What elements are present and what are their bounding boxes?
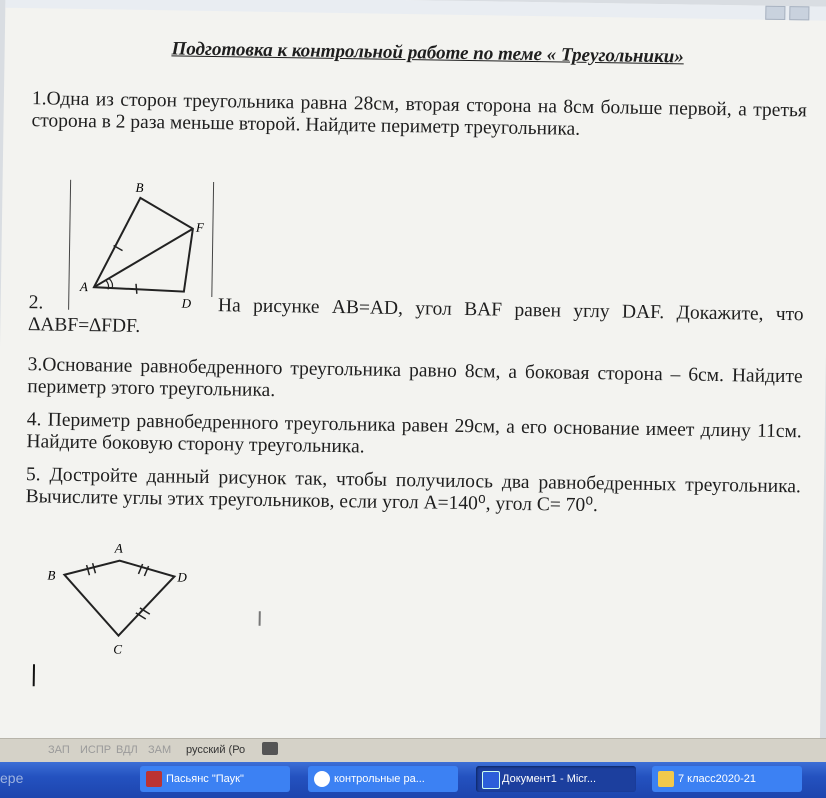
taskbar-item-word-document[interactable]: Документ1 - Micr... bbox=[476, 766, 636, 792]
toolbar-button[interactable] bbox=[765, 6, 785, 20]
label-d: D bbox=[181, 295, 192, 311]
label-b: B bbox=[47, 567, 56, 583]
windows-taskbar bbox=[0, 762, 826, 798]
tick-ab-1 bbox=[86, 565, 89, 575]
status-language[interactable]: русский (Ро bbox=[186, 744, 246, 756]
spider-solitaire-icon bbox=[146, 771, 162, 787]
label-a: A bbox=[79, 278, 89, 295]
page-title: Подготовка к контрольной работе по теме « Треугольники» bbox=[171, 38, 684, 68]
label-b: B bbox=[135, 179, 144, 195]
task-1: 1.Одна из сторон треугольника равна 28см, вторая сторона на 8см больше первой, а третья сторона в 2 раза меньше второй. Найдите периметр треугольника. bbox=[31, 88, 807, 140]
label-f: F bbox=[195, 219, 204, 235]
task-2 bbox=[28, 292, 804, 348]
task-2-text: На рисунке AB=AD, угол BAF равен углу DAF. Докажите, что ∆ABF=∆FDF. bbox=[28, 295, 804, 337]
label-d: D bbox=[177, 569, 187, 585]
mouse-ibeam-cursor: I bbox=[256, 606, 263, 631]
quadrilateral-abdc bbox=[63, 560, 174, 637]
figure-border-left bbox=[69, 180, 71, 310]
taskbar-left-text: epe bbox=[0, 770, 24, 786]
task-2-number: 2. bbox=[28, 292, 44, 314]
text-caret bbox=[33, 664, 35, 686]
spellcheck-book-icon[interactable] bbox=[262, 742, 278, 755]
status-ispr[interactable]: ИСПР bbox=[80, 744, 112, 756]
tick-ad bbox=[136, 284, 137, 294]
document-body[interactable] bbox=[25, 24, 808, 657]
status-zam[interactable]: ЗАМ bbox=[148, 744, 172, 756]
toolbar-button[interactable] bbox=[789, 6, 809, 20]
task-4: 4. Периметр равнобедренного треугольника равен 29см, а его основание имеет длину 11см. Найдите боковую сторону треугольника. bbox=[26, 409, 802, 458]
label-a: A bbox=[114, 540, 123, 556]
folder-icon bbox=[658, 771, 674, 787]
task-3: 3.Основание равнобедренного треугольника равно 8см, а боковая сторона – 6см. Найдите периметр этого треугольника. bbox=[27, 354, 803, 402]
status-vdl[interactable]: ВДЛ bbox=[116, 744, 138, 756]
task-5: 5. Достройте данный рисунок так, чтобы получилось два равнобедренных треугольника. Вычислите углы этих треугольников, если угол A=140⁰, угол C= 70⁰. bbox=[25, 464, 802, 517]
word-status-bar bbox=[0, 738, 826, 763]
label-c: C bbox=[113, 641, 123, 657]
taskbar-item-spider-solitaire[interactable]: Пасьянс "Паук" bbox=[140, 766, 290, 792]
window-top-strip bbox=[5, 0, 826, 21]
taskbar-item-browser[interactable]: контрольные ра... bbox=[308, 766, 458, 792]
status-zap[interactable]: ЗАП bbox=[48, 744, 70, 756]
figure-spacer bbox=[56, 309, 206, 311]
figure-border-right bbox=[212, 182, 214, 297]
taskbar-item-folder[interactable]: 7 класс2020-21 bbox=[652, 766, 802, 792]
word-document-icon bbox=[482, 771, 500, 789]
figure-quadrilateral-abcd bbox=[33, 534, 195, 671]
yandex-browser-icon bbox=[314, 771, 330, 787]
